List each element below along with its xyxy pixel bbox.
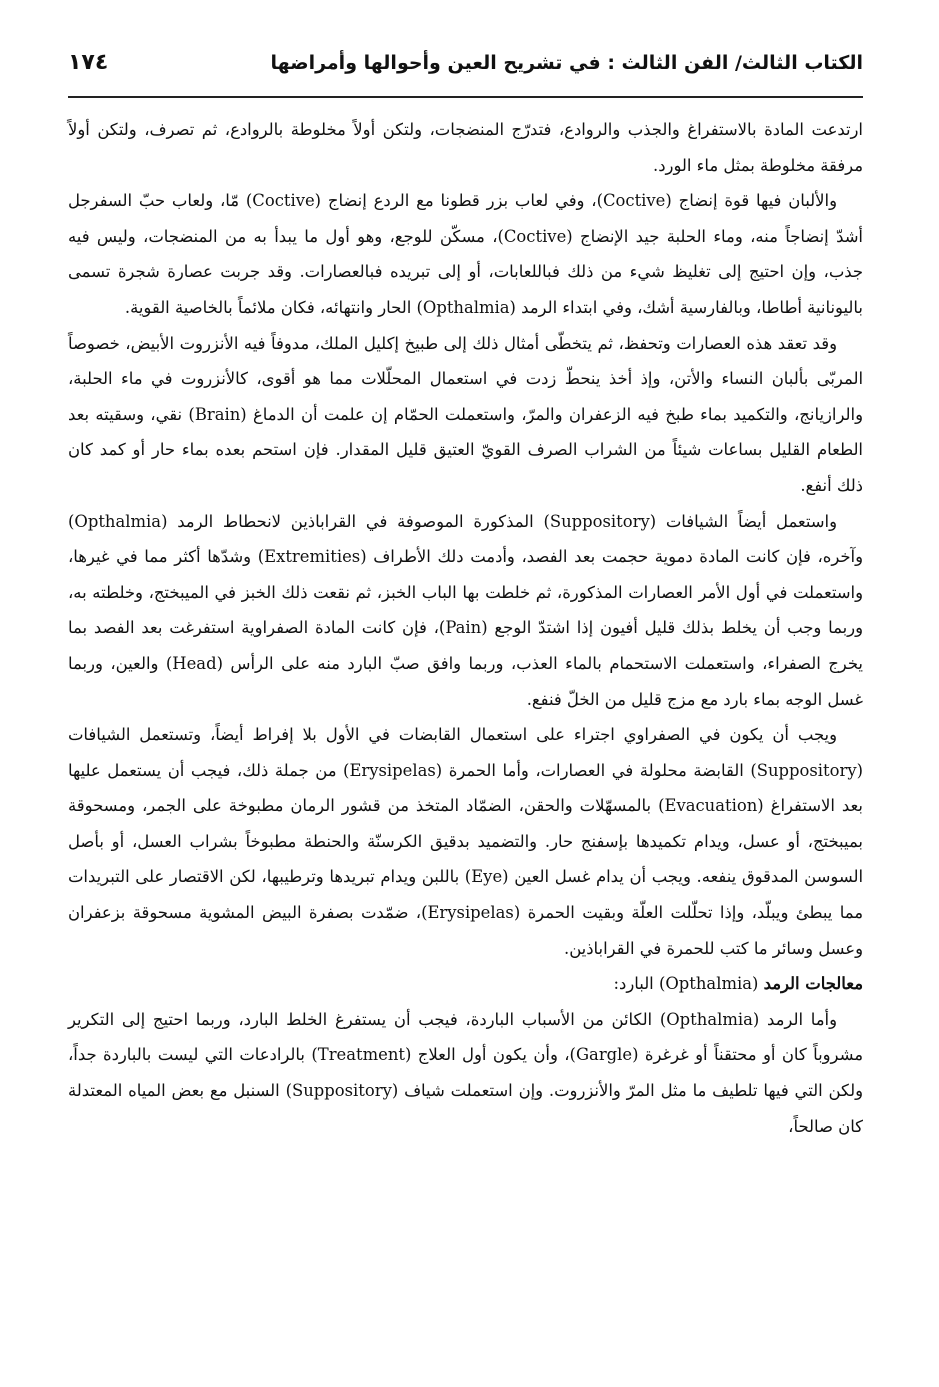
main-text [68, 112, 863, 1144]
header-divider [68, 96, 863, 98]
paragraph-3: وقد تعقد هذه العصارات وتحفظ، ثم يتخطّى أمثال ذلك إلى طبيخ إكليل الملك، مدوفاً فيه الأنزروت الأبيض، خصوصاً المربّى بألبان النساء والأتن، وإذ أخذ ينحطّ زدت في استعمال المحلّلات مما هو أقوى، كالأنزروت في ماء الحلبة، والرازيانج، والتكميد بماء طبخ فيه الزعفران والمرّ، واستعملت الحمّام إن علمت أن الدماغ (Brain) نقي، وسقيته بعد الطعام القليل بساعات شيئاً من الشراب الصرف القويّ العتيق قليل المقدار. فإن استحم بعده بماء حار أو كمد كان ذلك أنفع. [68, 333, 864, 495]
paragraph-6: وأما الرمد (Opthalmia) الكائن من الأسباب الباردة، فيجب أن يستفرغ الخلط البارد، وربما احتيج إلى التكرير مشروباً كان أو محتقناً أو غرغرة (Gargle)، وأن يكون أول العلاج (Treatment) بالرادعات التي ليست بالباردة جداً، ولكن التي فيها تلطيف ما مثل المرّ والأنزروت. وإن استعملت شياف (Suppository) السنبل مع بعض المياه المعتدلة كان صالحاً، [68, 1009, 863, 1136]
paragraph-4: واستعمل أيضاً الشيافات (Suppository) المذكورة الموصوفة في القراباذين لانحطاط الرمد (Opthalmia) وآخره، فإن كانت المادة دموية حجمت بعد الفصد، وأدمت دلك الأطراف (Extremities) وشدّها أكثر مما في غيرها، واستعملت في أول الأمر العصارات المذكورة، ثم خلطت بها الباب الخبز، ثم نقعت ذلك الخبز في الميبختج، وخلطته به، وربما وجب أن يخلط بذلك قليل أفيون إذا اشتدّ الوجع (Pain)، فإن كانت المادة الصفراوية استفرغت بعد الفصد بما يخرج الصفراء، واستعملت الاستحمام بالماء العذب، وربما وافق صبّ البارد منه على الرأس (Head) والعين، وربما غسل الوجه بماء بارد مع مزج قليل من الخلّ فنفع. [68, 511, 864, 709]
section-heading-bold: معالجات الرمد [763, 974, 863, 994]
paragraph-2: والألبان فيها قوة إنضاج (Coctive)، وفي لعاب بزر قطونا مع الردع إنضاج (Coctive) مّا، ولعاب حبّ السفرجل أشدّ إنضاجاً منه، وماء الحلبة جيد الإنضاج (Coctive)، مسكّن للوجع، وهو أول ما يبدأ به من المنضجات، وليس فيه جذب، وإن احتيج إلى تغليظ شيء من ذلك فباللعابات، أو إلى تبريده فبالعصارات. وقد جربت عصارة شجرة تسمى باليونانية أطاطا، وبالفارسية أشك، وفي ابتداء الرمد (Opthalmia) الحار وانتهائه، فكان ملائماً بالخاصية القوية. [68, 191, 863, 317]
section-heading-rest: (Opthalmia) البارد: [613, 974, 764, 994]
page-number: ١٧٤ [68, 50, 109, 75]
paragraph-1: ارتدعت المادة بالاستفراغ والجذب والروادع، فتدرّج المنضجات، ولتكن أولاً مخلوطة بالروادع، ثم تصرف، ولتكن أولاً مرفقة مخلوطة بمثل ماء الورد. [68, 120, 863, 175]
section-heading [68, 966, 863, 1002]
running-header [68, 44, 863, 90]
header-title: الكتاب الثالث/ الفن الثالث : في تشريح العين وأحوالها وأمراضها [270, 52, 863, 74]
paragraph-5: ويجب أن يكون في الصفراوي اجتراء على استعمال القابضات في الأول بلا إفراط أيضاً، وتستعمل الشيافات (Suppository) القابضة محلولة في العصارات، وأما الحمرة (Erysipelas) من جملة ذلك، فيجب أن يستعمل عليها بعد الاستفراغ (Evacuation) بالمسهّلات والحقن، الضمّاد المتخذ من قشور الرمان مطبوخة على الجمر، ومسحوقة بميبختج، أو عسل، ويدام تكميدها بإسفنج حار. والتضميد بدقيق الكرسنّة والحنطة مطبوخاً بشراب العسل، أو بأصل السوسن المدقوق ينفعه. ويجب أن يدام غسل العين (Eye) باللبن ويدام تبريدها وترطيبها، لكن الاقتصار على التبريدات مما يبطئ ويبلّد، وإذا تحلّلت العلّة وبقيت الحمرة (Erysipelas)، ضمّدت بصفرة البيض المشوية مسحوقة بزعفران وعسل وسائر ما كتب للحمرة في القراباذين. [68, 725, 863, 958]
